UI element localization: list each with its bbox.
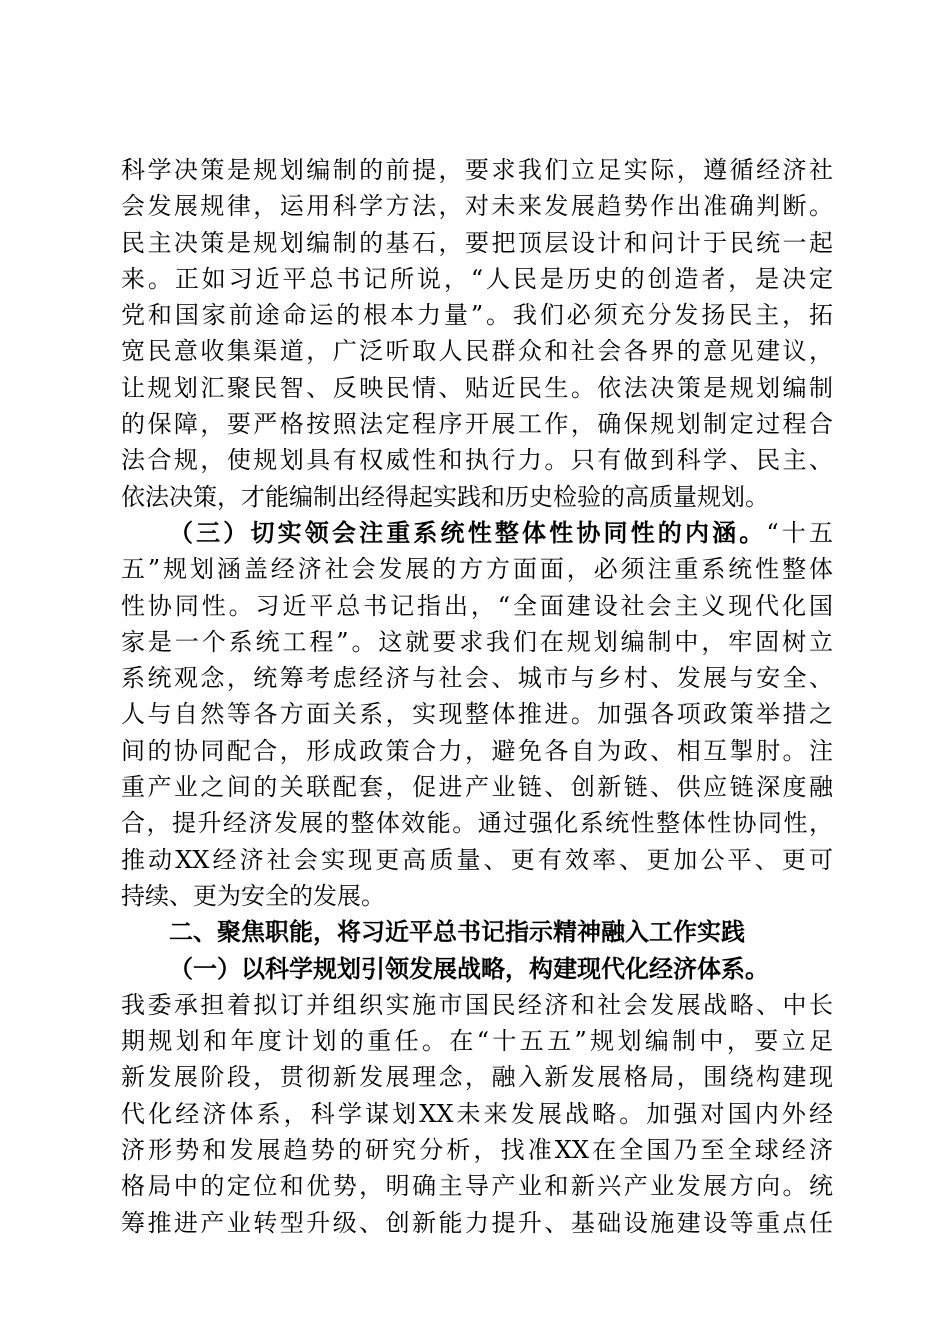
section-subheading-line [121, 951, 833, 987]
text-line: 依法决策，才能编制出经得起实践和历史检验的高质量规划。 [121, 482, 769, 511]
section-subheading: （三）切实领会注重系统性整体性协同性的内涵。 [169, 517, 767, 547]
text-line: 五”规划涵盖经济社会发展的方方面面，必须注重系统性整体 [121, 555, 833, 584]
text-line: 格局中的定位和优势，明确主导产业和新兴产业发展方向。统 [121, 1172, 833, 1201]
text-line: 的保障，要严格按照法定程序开展工作，确保规划制定过程合 [121, 410, 833, 439]
text-line: 济形势和发展趋势的研究分析，找准XX在全国乃至全球经济 [121, 1136, 833, 1165]
text-line: 让规划汇聚民智、反映民情、贴近民生。依法决策是规划编制 [121, 373, 833, 402]
text-line: 来。正如习近平总书记所说，“人民是历史的创造者，是决定 [121, 264, 833, 293]
text-line: 宽民意收集渠道，广泛听取人民群众和社会各界的意见建议， [121, 337, 833, 366]
text-line: 人与自然等各方面关系，实现整体推进。加强各项政策举措之 [121, 700, 833, 729]
text-line: 法合规，使规划具有权威性和执行力。只有做到科学、民主、 [121, 446, 833, 475]
text-line: 系统观念，统筹考虑经济与社会、城市与乡村、发展与安全、 [121, 664, 833, 693]
text-line: 民主决策是规划编制的基石，要把顶层设计和问计于民统一起 [121, 228, 833, 257]
text-line: 期规划和年度计划的重任。在“十五五”规划编制中，要立足 [121, 1027, 833, 1056]
document-body [121, 152, 833, 1241]
text-line: 推动XX经济社会实现更高质量、更有效率、更加公平、更可 [121, 845, 833, 874]
section-subheading: （一）以科学规划引领发展战略，构建现代化经济体系。 [169, 953, 769, 983]
section-subheading-line [121, 515, 833, 551]
text-line: 党和国家前途命运的根本力量”。我们必须充分发扬民主，拓 [121, 301, 833, 330]
section-heading: 二、聚焦职能，将习近平总书记指示精神融入工作实践 [169, 918, 745, 947]
text-line: 会发展规律，运用科学方法，对未来发展趋势作出准确判断。 [121, 192, 833, 221]
text-line: 性协同性。习近平总书记指出，“全面建设社会主义现代化国 [121, 591, 833, 620]
text-line: 间的协同配合，形成政策合力，避免各自为政、相互掣肘。注 [121, 736, 833, 765]
text-line: 新发展阶段，贯彻新发展理念，融入新发展格局，围绕构建现 [121, 1063, 833, 1092]
text-line: 家是一个系统工程”。这就要求我们在规划编制中，牢固树立 [121, 627, 833, 656]
text-line: 科学决策是规划编制的前提，要求我们立足实际，遵循经济社 [121, 156, 833, 184]
text-line: 代化经济体系，科学谋划XX未来发展战略。加强对国内外经 [121, 1099, 833, 1128]
text-line: 我委承担着拟订并组织实施市国民经济和社会发展战略、中长 [121, 990, 833, 1019]
text-line: 筹推进产业转型升级、创新能力提升、基础设施建设等重点任 [121, 1208, 833, 1237]
text-line: 重产业之间的关联配套，促进产业链、创新链、供应链深度融 [121, 773, 833, 802]
text-line: 持续、更为安全的发展。 [121, 881, 385, 910]
text-line: 合，提升经济发展的整体效能。通过强化系统性整体性协同性， [121, 809, 833, 838]
text-fragment: “十五 [766, 518, 833, 547]
